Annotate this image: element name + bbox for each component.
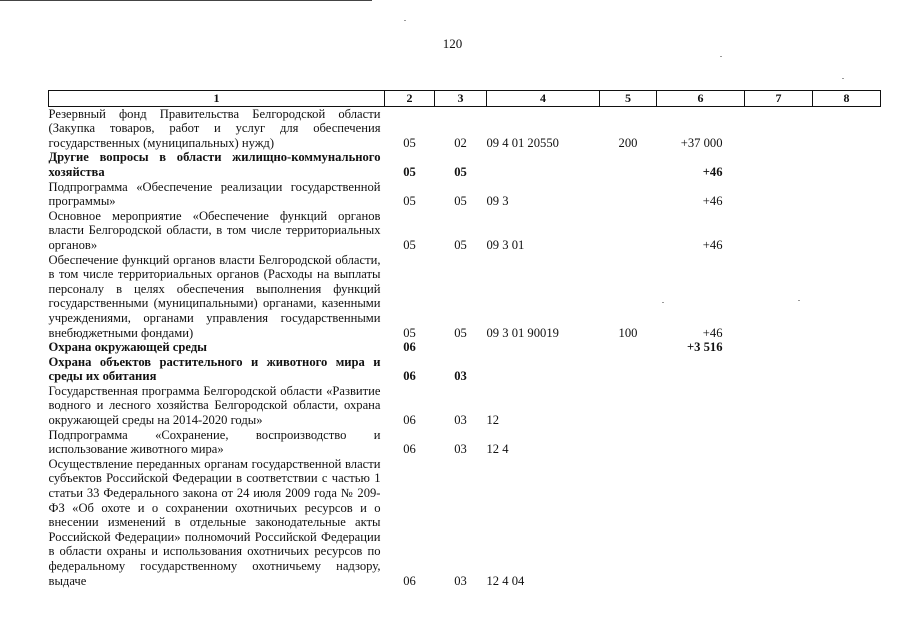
scan-speck <box>842 78 844 79</box>
cell-section: 06 <box>403 442 416 457</box>
header-col-5: 5 <box>600 91 657 107</box>
cell-col-8 <box>813 106 881 150</box>
table-row <box>49 180 881 209</box>
cell-amount <box>657 428 745 457</box>
cell-subsection: 03 <box>454 413 467 428</box>
cell-expense-type: 200 <box>618 135 638 150</box>
cell-amount <box>657 355 745 384</box>
cell-amount: +46 <box>702 325 723 340</box>
cell-expense-type <box>600 150 657 179</box>
cell-subsection: 05 <box>454 194 467 209</box>
table-row <box>49 457 881 588</box>
cell-col-7 <box>745 340 813 355</box>
cell-section: 05 <box>403 325 416 340</box>
cell-subsection: 05 <box>454 237 467 252</box>
page-number: 120 <box>442 36 463 51</box>
cell-col-7 <box>745 180 813 209</box>
cell-name: Резервный фонд Правительства Белгородской области (Закупка товаров, работ и услуг для обеспечения государственных (муниципальных) нужд) <box>48 106 381 150</box>
table-header <box>49 91 881 107</box>
cell-name: Осуществление переданных органам государственной власти субъектов Российской Федерации в соответствии с частью 1 статьи 33 Федерального закона от 24 июля 2009 года № 209-ФЗ «Об охоте и о сохранении охотничьих ресурсов и о внесении изменений в отдельные законодательные акты Российской Федерации» полномочий Российской Федерации в области охраны и использования охотничьих ресурсов по федеральному государственному охотничьему надзору, выдаче <box>48 456 381 588</box>
cell-subsection: 05 <box>454 164 467 179</box>
cell-subsection: 05 <box>454 325 467 340</box>
header-row <box>49 91 881 107</box>
header-col-2: 2 <box>385 91 435 107</box>
cell-expense-type <box>600 457 657 588</box>
cell-name: Охрана объектов растительного и животного мира и среды их обитания <box>48 354 381 384</box>
cell-subsection: 03 <box>454 369 467 384</box>
header-col-6: 6 <box>657 91 745 107</box>
cell-col-8 <box>813 253 881 341</box>
cell-amount <box>657 384 745 428</box>
table-row <box>49 253 881 341</box>
cell-subsection: 03 <box>454 573 467 588</box>
cell-section: 05 <box>403 164 416 179</box>
cell-expense-type <box>600 384 657 428</box>
cell-col-7 <box>745 355 813 384</box>
cell-col-7 <box>745 209 813 253</box>
cell-target-article: 09 3 01 90019 <box>486 325 559 340</box>
table-row <box>49 428 881 457</box>
cell-name: Охрана окружающей среды <box>48 340 208 355</box>
cell-subsection <box>435 340 487 355</box>
cell-name: Основное мероприятие «Обеспечение функций органов власти Белгородской области, в том числе территориальных органов» <box>48 208 381 252</box>
cell-col-7 <box>745 384 813 428</box>
cell-col-8 <box>813 209 881 253</box>
cell-col-8 <box>813 150 881 179</box>
table-body <box>49 106 881 588</box>
cell-col-8 <box>813 355 881 384</box>
cell-expense-type <box>600 428 657 457</box>
header-col-7: 7 <box>745 91 813 107</box>
cell-section: 06 <box>403 413 416 428</box>
cell-col-8 <box>813 457 881 588</box>
cell-section: 06 <box>403 573 416 588</box>
cell-target-article: 09 3 01 <box>486 237 525 252</box>
cell-col-8 <box>813 384 881 428</box>
cell-subsection: 02 <box>454 135 467 150</box>
cell-col-7 <box>745 106 813 150</box>
table-row <box>49 355 881 384</box>
scan-speck <box>720 56 722 57</box>
cell-amount <box>657 457 745 588</box>
cell-section: 06 <box>403 340 416 355</box>
cell-expense-type: 100 <box>618 325 638 340</box>
cell-name: Подпрограмма «Обеспечение реализации государственной программы» <box>48 179 381 209</box>
cell-expense-type <box>600 209 657 253</box>
cell-section: 05 <box>403 237 416 252</box>
cell-expense-type <box>600 355 657 384</box>
cell-col-8 <box>813 428 881 457</box>
cell-target-article <box>487 355 600 384</box>
cell-section: 05 <box>403 135 416 150</box>
cell-target-article: 12 4 04 <box>486 573 525 588</box>
table-row <box>49 340 881 355</box>
budget-table <box>48 90 881 588</box>
cell-target-article: 09 3 <box>486 194 509 209</box>
header-col-1: 1 <box>49 91 385 107</box>
cell-col-7 <box>745 457 813 588</box>
cell-amount: +3 516 <box>686 340 723 355</box>
cell-section: 05 <box>403 194 416 209</box>
cell-name: Другие вопросы в области жилищно-коммунального хозяйства <box>48 150 381 179</box>
cell-amount: +46 <box>702 164 723 179</box>
table-row <box>49 106 881 150</box>
cell-target-article: 09 4 01 20550 <box>486 135 559 150</box>
cell-name: Подпрограмма «Сохранение, воспроизводство и использование животного мира» <box>48 427 381 457</box>
cell-col-7 <box>745 428 813 457</box>
scan-speck <box>662 302 664 303</box>
cell-amount: +37 000 <box>680 135 723 150</box>
cell-subsection: 03 <box>454 442 467 457</box>
header-col-3: 3 <box>435 91 487 107</box>
cell-target-article <box>487 340 600 355</box>
cell-target-article: 12 <box>486 413 500 428</box>
header-col-4: 4 <box>487 91 600 107</box>
table-row <box>49 209 881 253</box>
cell-target-article <box>487 150 600 179</box>
top-rule <box>0 0 372 1</box>
scan-speck <box>404 20 406 21</box>
table-row <box>49 150 881 179</box>
cell-col-7 <box>745 150 813 179</box>
cell-name: Обеспечение функций органов власти Белгородской области, в том числе территориальных органов (Расходы на выплаты персоналу в целях обеспечения выполнения функций государственными (муниципальными) органами, казенными учреждениями, органами управления государственными внебюджетными фондами) <box>48 252 381 340</box>
cell-col-8 <box>813 340 881 355</box>
cell-amount: +46 <box>702 194 723 209</box>
cell-amount: +46 <box>702 237 723 252</box>
table-row <box>49 384 881 428</box>
cell-col-8 <box>813 180 881 209</box>
cell-section: 06 <box>403 369 416 384</box>
cell-col-7 <box>745 253 813 341</box>
header-col-8: 8 <box>813 91 881 107</box>
cell-expense-type <box>600 180 657 209</box>
scan-speck <box>798 300 800 301</box>
cell-name: Государственная программа Белгородской области «Развитие водного и лесного хозяйства Белгородской области, охрана окружающей среды на 2014-2020 годы» <box>48 383 381 428</box>
cell-expense-type <box>600 340 657 355</box>
cell-target-article: 12 4 <box>486 442 509 457</box>
